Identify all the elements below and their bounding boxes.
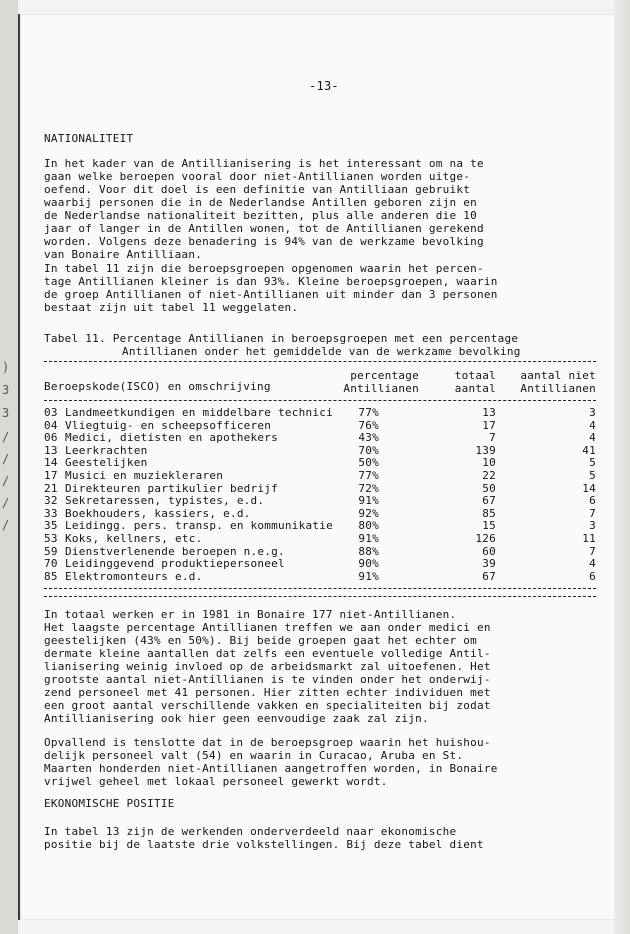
row-code: 14	[44, 456, 58, 470]
row-percentage: 77%	[358, 468, 379, 482]
row-non-antillean: 4	[589, 557, 596, 571]
row-non-antillean: 11	[582, 531, 596, 545]
row-description: Boekhouders, kassiers, e.d.	[65, 506, 251, 520]
row-description: Sekretaressen, typistes, e.d.	[65, 494, 265, 508]
table-rule-header	[44, 400, 596, 401]
row-non-antillean: 6	[589, 569, 596, 583]
table-title	[44, 332, 592, 358]
paragraph-antillianisering: In het kader van de Antillianisering is het interessant om na te gaan welke beroepen vooral door niet-Antillianen worden uitge- oefend. Voor dit doel is een definitie van Antilliaan gebruikt waarbij personen die in de Nederlandse Antillen geboren zijn en de Nederlandse nationaliteit bezitten, plus alle anderen die 10 jaar of langer in de Antillen wonen, tot de Antillianen gerekend worden. Volgens deze benadering is 94% van de werkzame bevolking van Bonaire Antilliaan.	[44, 157, 484, 261]
paragraph-opvallend: Opvallend is tenslotte dat in de beroepsgroep waarin het huishou- delijk personeel valt (54) en waarin in Curacao, Aruba en St. Maarten honderden niet-Antillianen aangetroffen worden, in Bonaire vrijwel geheel met lokaal personeel gewerkt wordt.	[44, 736, 498, 788]
row-description: Leerkrachten	[65, 443, 148, 457]
row-total: 15	[482, 519, 496, 533]
table-row	[44, 419, 596, 432]
row-non-antillean: 5	[589, 456, 596, 470]
row-percentage: 76%	[358, 418, 379, 432]
row-description: Leidingg. pers. transp. en kommunikatie	[65, 519, 334, 533]
row-non-antillean: 3	[589, 519, 596, 533]
row-percentage: 43%	[358, 431, 379, 445]
margin-fragment: 3	[2, 383, 10, 397]
header-non-antillean: aantal niet Antillianen	[520, 369, 596, 395]
adjacent-page-strip	[0, 0, 18, 934]
row-percentage: 72%	[358, 481, 379, 495]
section-heading-nationaliteit: NATIONALITEIT	[44, 132, 134, 145]
page-edge	[614, 0, 630, 934]
margin-fragment: )	[2, 360, 10, 374]
table-body	[44, 406, 596, 582]
row-percentage: 88%	[358, 544, 379, 558]
row-total: 85	[482, 506, 496, 520]
table-row	[44, 482, 596, 495]
row-code: 33	[44, 506, 58, 520]
margin-fragment: 3	[2, 406, 10, 420]
table-rule-bottom	[44, 588, 596, 589]
table-row	[44, 494, 596, 507]
row-total: 39	[482, 557, 496, 571]
row-percentage: 80%	[358, 519, 379, 533]
margin-fragment: /	[2, 430, 10, 444]
margin-fragment: /	[2, 452, 10, 466]
row-non-antillean: 7	[589, 506, 596, 520]
row-code: 70	[44, 557, 58, 571]
table-row	[44, 545, 596, 558]
row-total: 60	[482, 544, 496, 558]
row-non-antillean: 5	[589, 468, 596, 482]
row-description: Direkteuren partikulier bedrijf	[65, 481, 279, 495]
table-row	[44, 557, 596, 570]
table-row	[44, 507, 596, 520]
row-code: 13	[44, 443, 58, 457]
header-percentage: percentage Antillianen	[343, 369, 419, 395]
row-description: Leidinggevend produktiepersoneel	[65, 557, 285, 571]
table-row	[44, 570, 596, 583]
row-description: Geestelijken	[65, 456, 148, 470]
row-non-antillean: 3	[589, 406, 596, 419]
row-percentage: 92%	[358, 506, 379, 520]
row-total: 17	[482, 418, 496, 432]
section-heading-ekonomische-positie: EKONOMISCHE POSITIE	[44, 797, 175, 810]
row-non-antillean: 14	[582, 481, 596, 495]
table-row	[44, 469, 596, 482]
row-code: 85	[44, 569, 58, 583]
row-description: Dienstverlenende beroepen n.e.g.	[65, 544, 285, 558]
row-description: Elektromonteurs e.d.	[65, 569, 203, 583]
row-code: 17	[44, 468, 58, 482]
table-header	[44, 369, 596, 399]
row-total: 67	[482, 494, 496, 508]
margin-fragment: /	[2, 474, 10, 488]
row-code: 04	[44, 418, 58, 432]
row-description: Landmeetkundigen en middelbare technici	[65, 406, 334, 419]
table-row	[44, 431, 596, 444]
row-total: 10	[482, 456, 496, 470]
row-non-antillean: 6	[589, 494, 596, 508]
table-title-line-1: Tabel 11. Percentage Antillianen in beroepsgroepen met een percentage	[44, 332, 519, 345]
table-row	[44, 444, 596, 457]
row-code: 32	[44, 494, 58, 508]
row-total: 13	[482, 406, 496, 419]
row-code: 03	[44, 406, 58, 419]
page-number: -13-	[309, 79, 339, 93]
row-non-antillean: 7	[589, 544, 596, 558]
row-percentage: 50%	[358, 456, 379, 470]
row-percentage: 70%	[358, 443, 379, 457]
row-total: 139	[475, 443, 496, 457]
table-rule-top	[44, 361, 596, 362]
row-percentage: 90%	[358, 557, 379, 571]
row-percentage: 91%	[358, 569, 379, 583]
row-code: 35	[44, 519, 58, 533]
row-total: 67	[482, 569, 496, 583]
row-non-antillean: 4	[589, 431, 596, 445]
margin-fragment: /	[2, 496, 10, 510]
row-description: Koks, kellners, etc.	[65, 531, 203, 545]
row-percentage: 91%	[358, 494, 379, 508]
row-total: 126	[475, 531, 496, 545]
row-total: 22	[482, 468, 496, 482]
row-percentage: 91%	[358, 531, 379, 545]
paragraph-tabel-13: In tabel 13 zijn de werkenden onderverdeeld naar ekonomische positie bij de laatste drie volkstellingen. Bij deze tabel dient	[44, 825, 484, 851]
table-row	[44, 532, 596, 545]
table-row	[44, 406, 596, 419]
paragraph-tabel-11-intro: In tabel 11 zijn die beroepsgroepen opgenomen waarin het percen- tage Antillianen kleiner is dan 93%. Kleine beroepsgroepen, waarin de groep Antillianen of niet-Antillianen uit minder dan 3 personen bestaat zijn uit tabel 11 weggelaten.	[44, 262, 498, 314]
row-non-antillean: 4	[589, 418, 596, 432]
margin-fragment: /	[2, 518, 10, 532]
row-description: Medici, dietisten en apothekers	[65, 431, 279, 445]
row-code: 06	[44, 431, 58, 445]
row-code: 59	[44, 544, 58, 558]
row-description: Vliegtuig- en scheepsofficeren	[65, 418, 272, 432]
table-row	[44, 456, 596, 469]
header-description: Beroepskode(ISCO) en omschrijving	[44, 380, 271, 393]
row-code: 21	[44, 481, 58, 495]
paragraph-totaal: In totaal werken er in 1981 in Bonaire 177 niet-Antillianen. Het laagste percentage Antillianen treffen we aan onder medici en geestelijken (43% en 50%). Bij beide groepen gaat het echter om dermate kleine aantallen dat zelfs een eventuele volledige Antil- lianisering weinig invloed op de arbeidsmarkt zal uitoefenen. Het grootste aantal niet-Antillianen is te vinden onder het onderwij- zend personeel met 41 personen. Hier zitten echter individuen met een groot aantal verschillende vakken en specialiteiten bij zodat Antillianisering ook hier geen eenvoudige zaak zal zijn.	[44, 608, 491, 725]
row-code: 53	[44, 531, 58, 545]
table-rule-bottom-2	[44, 596, 596, 597]
header-total: totaal aantal	[454, 369, 496, 395]
row-non-antillean: 41	[582, 443, 596, 457]
row-description: Musici en muziekleraren	[65, 468, 224, 482]
table-row	[44, 519, 596, 532]
row-percentage: 77%	[358, 406, 379, 419]
row-total: 7	[489, 431, 496, 445]
table-title-line-2: Antillianen onder het gemiddelde van de werkzame bevolking	[122, 345, 521, 358]
row-total: 50	[482, 481, 496, 495]
